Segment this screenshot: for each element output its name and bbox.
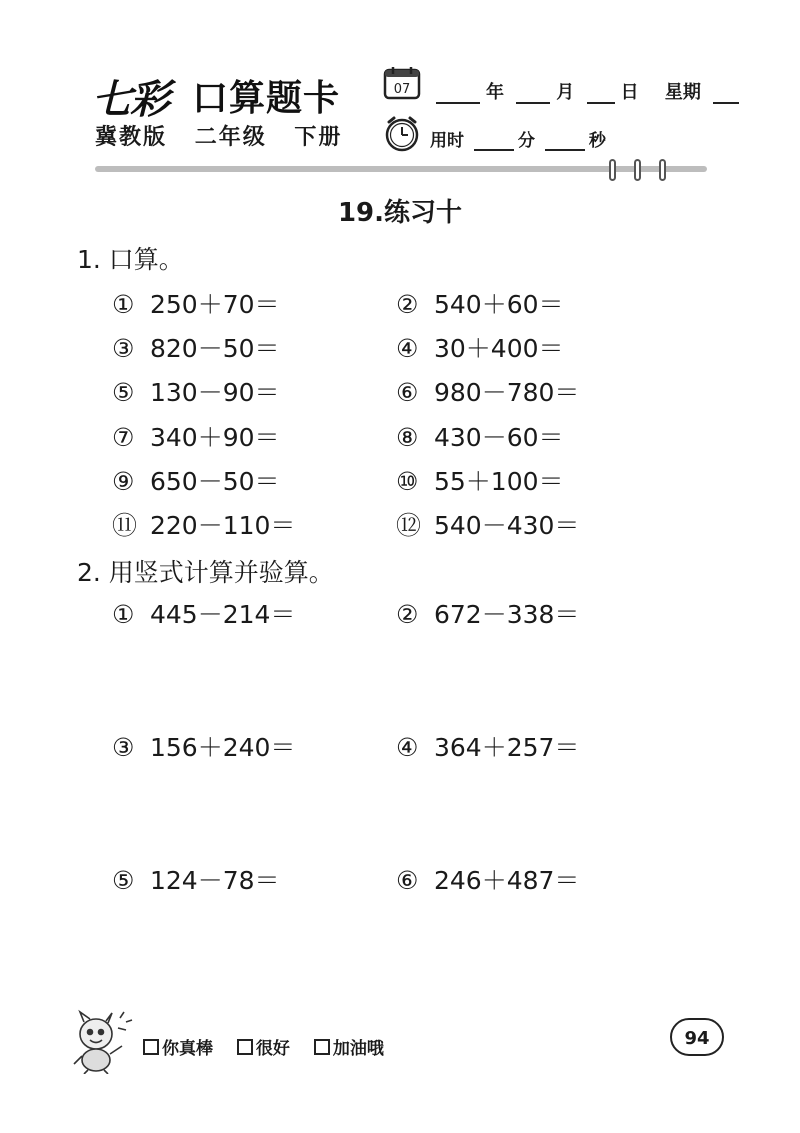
self-rating [143,1034,402,1059]
brand-seven: 七彩 [92,76,168,123]
vertical-problem-3: ③ 156＋240＝ [112,733,296,762]
cartoon-mascot-icon [70,1004,136,1074]
vertical-problem-5: ⑤ 124－78＝ [112,866,280,895]
mental-problem-10: ⑩ 55＋100＝ [396,467,564,496]
brand-logo [92,66,362,123]
month-blank[interactable] [516,84,550,104]
date-fields [430,78,745,104]
seconds-blank[interactable] [545,133,585,151]
calendar-day: 07 [393,82,411,97]
edition: 冀教版 [95,125,168,150]
vertical-problem-4: ④ 364＋257＝ [396,733,580,762]
vertical-problem-1: ① 445－214＝ [112,600,296,629]
rating-option-good[interactable]: 很好 [237,1039,290,1059]
mental-problem-2: ② 540＋60＝ [396,290,564,319]
mental-problem-9: ⑨ 650－50＝ [112,467,280,496]
mental-problem-8: ⑧ 430－60＝ [396,423,564,452]
checkbox[interactable] [143,1039,159,1055]
year-label: 年 [486,82,504,103]
rating-option-keep-trying[interactable]: 加油哦 [314,1039,384,1059]
checkbox[interactable] [237,1039,253,1055]
section-2-heading: 2. 用竖式计算并验算。 [77,558,334,587]
checkbox[interactable] [314,1039,330,1055]
day-blank[interactable] [587,84,615,104]
section-1-heading: 1. 口算。 [77,245,184,274]
page-number: 94 [670,1018,724,1056]
seconds-label: 秒 [588,131,606,151]
time-fields [430,126,606,151]
brand-title: 口算题卡 [192,78,341,119]
edition-line [95,120,360,151]
mental-problem-3: ③ 820－50＝ [112,334,280,363]
vertical-problem-6: ⑥ 246＋487＝ [396,866,580,895]
vertical-problem-2: ② 672－338＝ [396,600,580,629]
mental-problem-12: ⑫ 540－430＝ [396,511,580,540]
rating-option-excellent[interactable]: 你真棒 [143,1039,213,1059]
day-label: 日 [620,82,639,103]
alarm-clock-icon [383,114,421,152]
grade: 二年级 [194,125,267,150]
volume: 下册 [294,125,343,150]
mental-problem-1: ① 250＋70＝ [112,290,280,319]
mental-problem-4: ④ 30＋400＝ [396,334,564,363]
mental-problem-11: ⑪ 220－110＝ [112,511,296,540]
lesson-title: 19.练习十 [337,198,463,228]
minutes-blank[interactable] [474,133,514,151]
weekday-label: 星期 [664,82,701,103]
month-label: 月 [556,82,575,103]
minutes-label: 分 [517,131,535,151]
binder-rings-icon [604,158,674,184]
weekday-blank[interactable] [713,84,739,104]
time-used-label: 用时 [430,131,464,151]
mental-problem-5: ⑤ 130－90＝ [112,378,280,407]
mental-problem-7: ⑦ 340＋90＝ [112,423,280,452]
mental-problem-6: ⑥ 980－780＝ [396,378,580,407]
year-blank[interactable] [436,84,480,104]
calendar-icon [383,66,421,100]
